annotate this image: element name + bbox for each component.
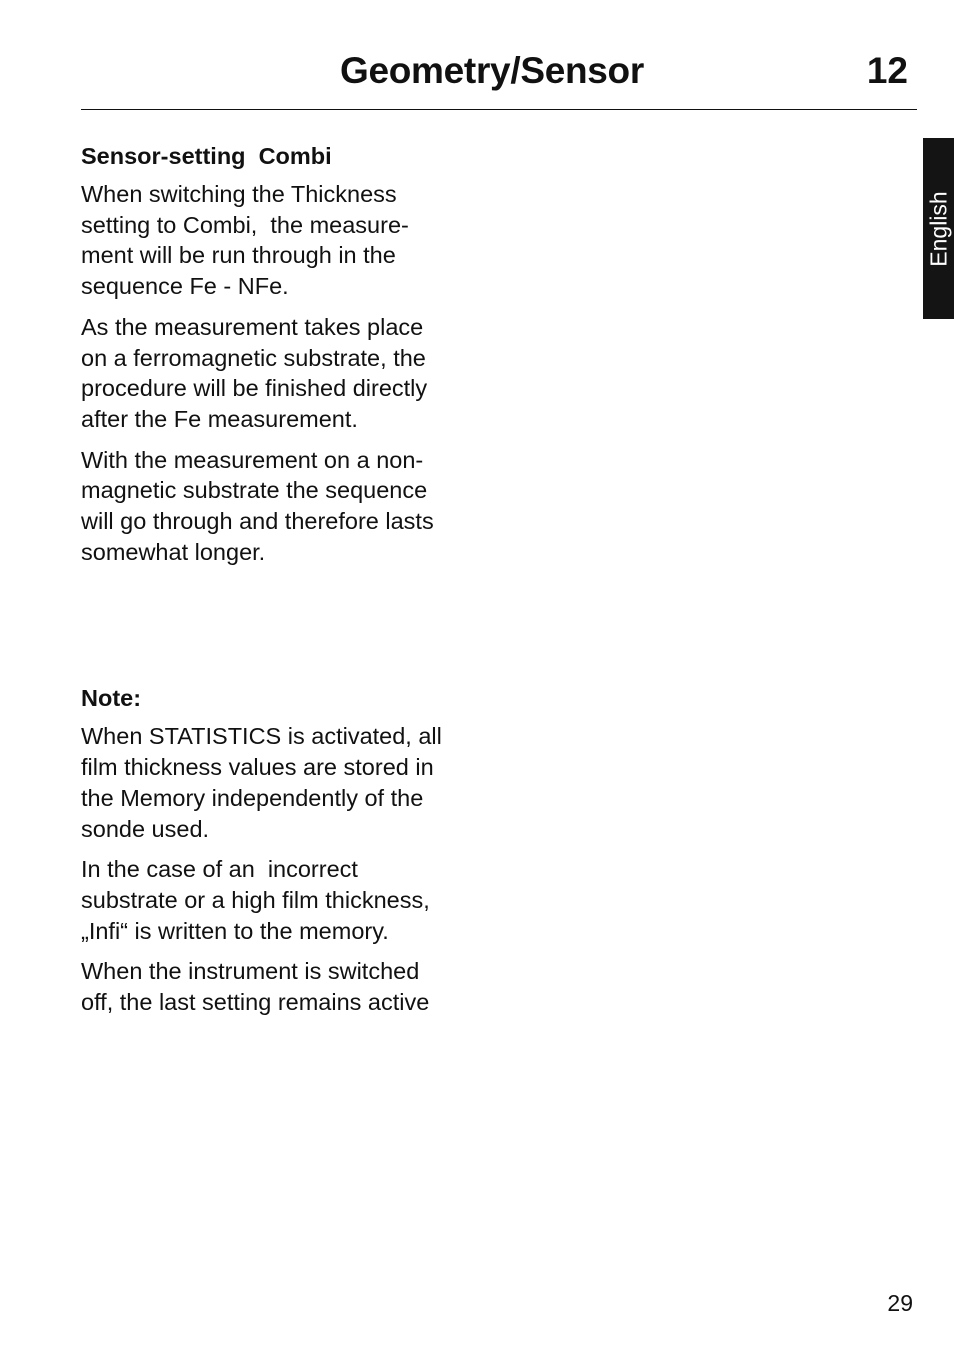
text-line: somewhat longer. — [81, 538, 266, 565]
text-line: As the measurement takes place — [81, 313, 424, 340]
text-line: substrate or a high film thickness, — [81, 886, 430, 913]
text-line: When the instrument is switched — [81, 958, 420, 985]
text-line: sequence Fe - NFe. — [81, 273, 289, 300]
text-line: When STATISTICS is activated, all — [81, 723, 442, 750]
text-line: procedure will be finished directly — [81, 375, 428, 402]
paragraph — [81, 445, 501, 568]
chapter-number: 12 — [866, 50, 908, 91]
paragraph — [81, 854, 501, 946]
note-heading: Note: — [81, 685, 142, 712]
text-line: setting to Combi, the measure- — [81, 211, 409, 238]
section-spacer — [81, 577, 501, 680]
text-line: With the measurement on a non- — [81, 446, 424, 473]
paragraph — [81, 956, 501, 1017]
sensor-setting-section — [81, 141, 501, 567]
text-line: the Memory independently of the — [81, 784, 424, 811]
page-number: 29 — [887, 1290, 913, 1316]
section-heading: Sensor-setting Combi — [81, 143, 332, 169]
text-line: magnetic substrate the sequence — [81, 477, 428, 504]
text-line: on a ferromagnetic substrate, the — [81, 344, 426, 371]
paragraph — [81, 179, 501, 302]
language-tab-label: English — [925, 190, 951, 267]
note-section — [81, 683, 501, 1017]
text-line: will go through and therefore lasts — [81, 508, 434, 535]
text-line: off, the last setting remains active — [81, 989, 430, 1016]
page-title: Geometry/Sensor — [340, 50, 644, 91]
header-divider — [81, 109, 917, 110]
paragraph — [81, 312, 501, 435]
text-line: „Infi“ is written to the memory. — [81, 917, 389, 944]
text-line: In the case of an incorrect — [81, 856, 358, 883]
text-line: ment will be run through in the — [81, 242, 396, 269]
text-line: after the Fe measurement. — [81, 405, 358, 432]
language-tab — [923, 138, 954, 319]
paragraph — [81, 721, 501, 844]
main-content — [81, 138, 501, 1028]
text-line: film thickness values are stored in — [81, 754, 434, 781]
text-line: sonde used. — [81, 815, 210, 842]
text-line: When switching the Thickness — [81, 181, 397, 207]
